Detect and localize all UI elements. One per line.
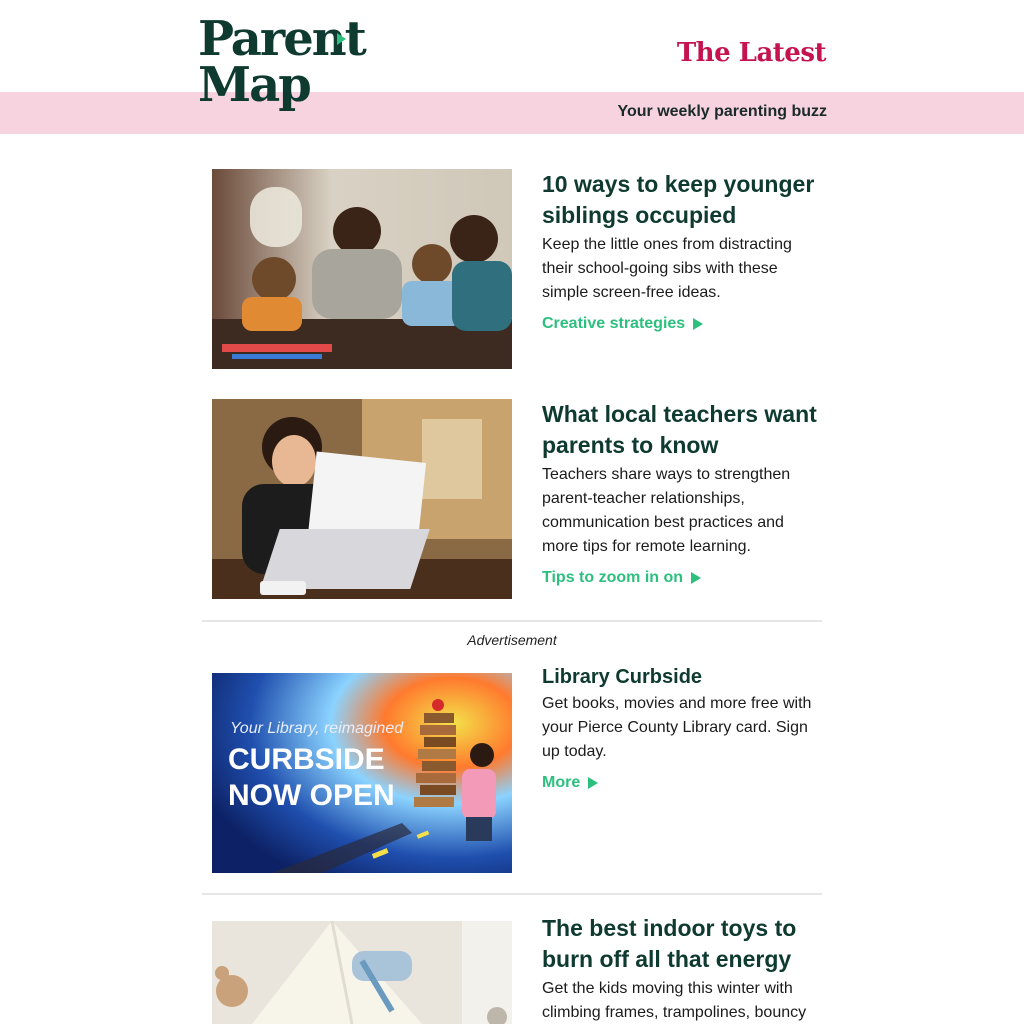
play-arrow-icon [588, 777, 598, 789]
article-card [212, 169, 824, 369]
cta-label: Creative strategies [542, 315, 686, 332]
play-arrow-icon [691, 572, 701, 584]
parentmap-logo[interactable] [198, 11, 365, 126]
tagline: Your weekly parenting buzz [617, 103, 827, 120]
divider [202, 893, 822, 895]
banner-tagline: Your Library, reimagined [230, 720, 404, 737]
ad-banner-curbside[interactable] [212, 673, 512, 873]
logo-word-map: Map [198, 57, 310, 113]
ad-title[interactable]: Library Curbside [542, 666, 703, 688]
ad-card [212, 664, 824, 874]
article-image-teacher[interactable] [212, 399, 512, 599]
ad-description: Get books, movies and more free with your Pierce County Library card. Sign up today. [542, 695, 812, 760]
tips-to-zoom-link[interactable] [542, 569, 701, 587]
article-image-siblings[interactable] [212, 169, 512, 369]
ad-more-link[interactable] [542, 774, 598, 792]
logo-word-parent: Parent [198, 11, 365, 67]
tagline-bar [0, 92, 1024, 134]
article-image-indoor-toys[interactable] [212, 921, 512, 1024]
section-title: The Latest [676, 38, 826, 68]
creative-strategies-link[interactable] [542, 315, 703, 333]
article-title[interactable]: 10 ways to keep younger siblings occupied [542, 171, 815, 228]
advertisement-label: Advertisement [467, 632, 557, 648]
article-description: Get the kids moving this winter with climbing frames, trampolines, bouncy [542, 980, 807, 1021]
article-card [212, 913, 824, 1024]
article-text [542, 399, 824, 587]
article-title[interactable]: The best indoor toys to burn off all that energy [542, 915, 797, 972]
divider [202, 620, 822, 622]
article-title[interactable]: What local teachers want parents to know [542, 401, 817, 458]
banner-line-2: NOW OPEN [228, 779, 395, 812]
article-description: Teachers share ways to strengthen parent-teacher relationships, communication best practices and more tips for remote learning. [542, 466, 791, 555]
article-text [542, 169, 824, 333]
cta-label: Tips to zoom in on [542, 569, 684, 586]
email-header [0, 0, 1024, 134]
article-description: Keep the little ones from distracting their school-going sibs with these simple screen-free ideas. [542, 236, 792, 301]
ad-text [542, 664, 824, 792]
play-arrow-icon [693, 318, 703, 330]
banner-line-1: CURBSIDE [228, 743, 385, 776]
cta-label: More [542, 774, 581, 791]
logo-play-icon [337, 33, 346, 45]
article-card [212, 399, 824, 599]
article-text [542, 913, 824, 1024]
